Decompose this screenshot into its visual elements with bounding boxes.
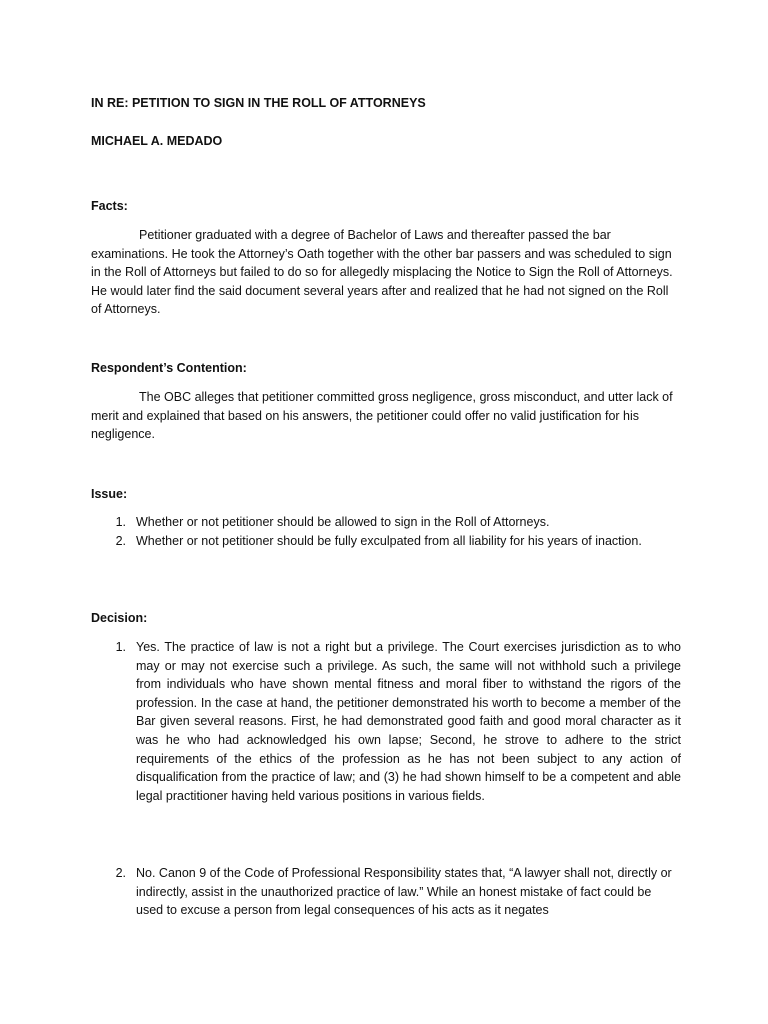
document-title: IN RE: PETITION TO SIGN IN THE ROLL OF ATTORNEYS [91,96,426,110]
decision-number: 1. [115,640,126,654]
decision-list [91,638,681,805]
contention-paragraph: The OBC alleges that petitioner committed gross negligence, gross misconduct, and utter lack of merit and explained that based on his answers, the petitioner could offer no valid justification for his negligence. [91,390,673,442]
decision-list-continued [91,864,681,920]
decision-text: No. Canon 9 of the Code of Professional Responsibility states that, “A lawyer shall not, directly or indirectly, assist in the unauthorized practice of law.” While an honest mistake of fact could be used to excuse a person from legal consequences of his acts as it negates [136,866,672,918]
facts-paragraph: Petitioner graduated with a degree of Bachelor of Laws and thereafter passed the bar examinations. He took the Attorney’s Oath together with the other bar passers and was scheduled to sign in the Roll of Attorneys but failed to do so for allegedly misplacing the Notice to Sign the Roll of Attorneys. He would later find the said document several years after and realized that he had not signed on the Roll of Attorneys. [91,228,673,317]
decision-item [91,638,681,805]
decision-number: 2. [115,866,126,880]
issue-number: 2. [115,533,126,548]
issue-heading: Issue: [91,487,128,501]
decision-item [91,864,681,920]
issue-item [91,513,681,532]
contention-heading: Respondent’s Contention: [91,361,247,375]
facts-heading: Facts: [91,199,128,213]
petitioner-name: MICHAEL A. MEDADO [91,134,223,148]
decision-heading: Decision: [91,611,148,625]
issue-item [91,532,681,551]
issue-text: Whether or not petitioner should be allowed to sign in the Roll of Attorneys. [136,515,550,529]
decision-text: Yes. The practice of law is not a right but a privilege. The Court exercises jurisdiction as to who may or may not exercise such a privilege. As such, the same will not withhold such a privilege from individuals who have shown mental fitness and moral fiber to withstand the rigors of the profession. In the case at hand, the petitioner demonstrated his worth to become a member of the Bar given several reasons. First, he had demonstrated good faith and good moral character as it was he who had acknowledged his own lapse; Second, he strove to adhere to the strict requirements of the ethics of the profession as he has not been subject to any action of disqualification from the practice of law; and (3) he had shown himself to be a competent and able legal practitioner having held various positions in various fields. [136,640,681,803]
issue-list [91,513,681,550]
issue-number: 1. [115,515,126,529]
issue-text: Whether or not petitioner should be fully exculpated from all liability for his years of inaction. [136,533,642,548]
